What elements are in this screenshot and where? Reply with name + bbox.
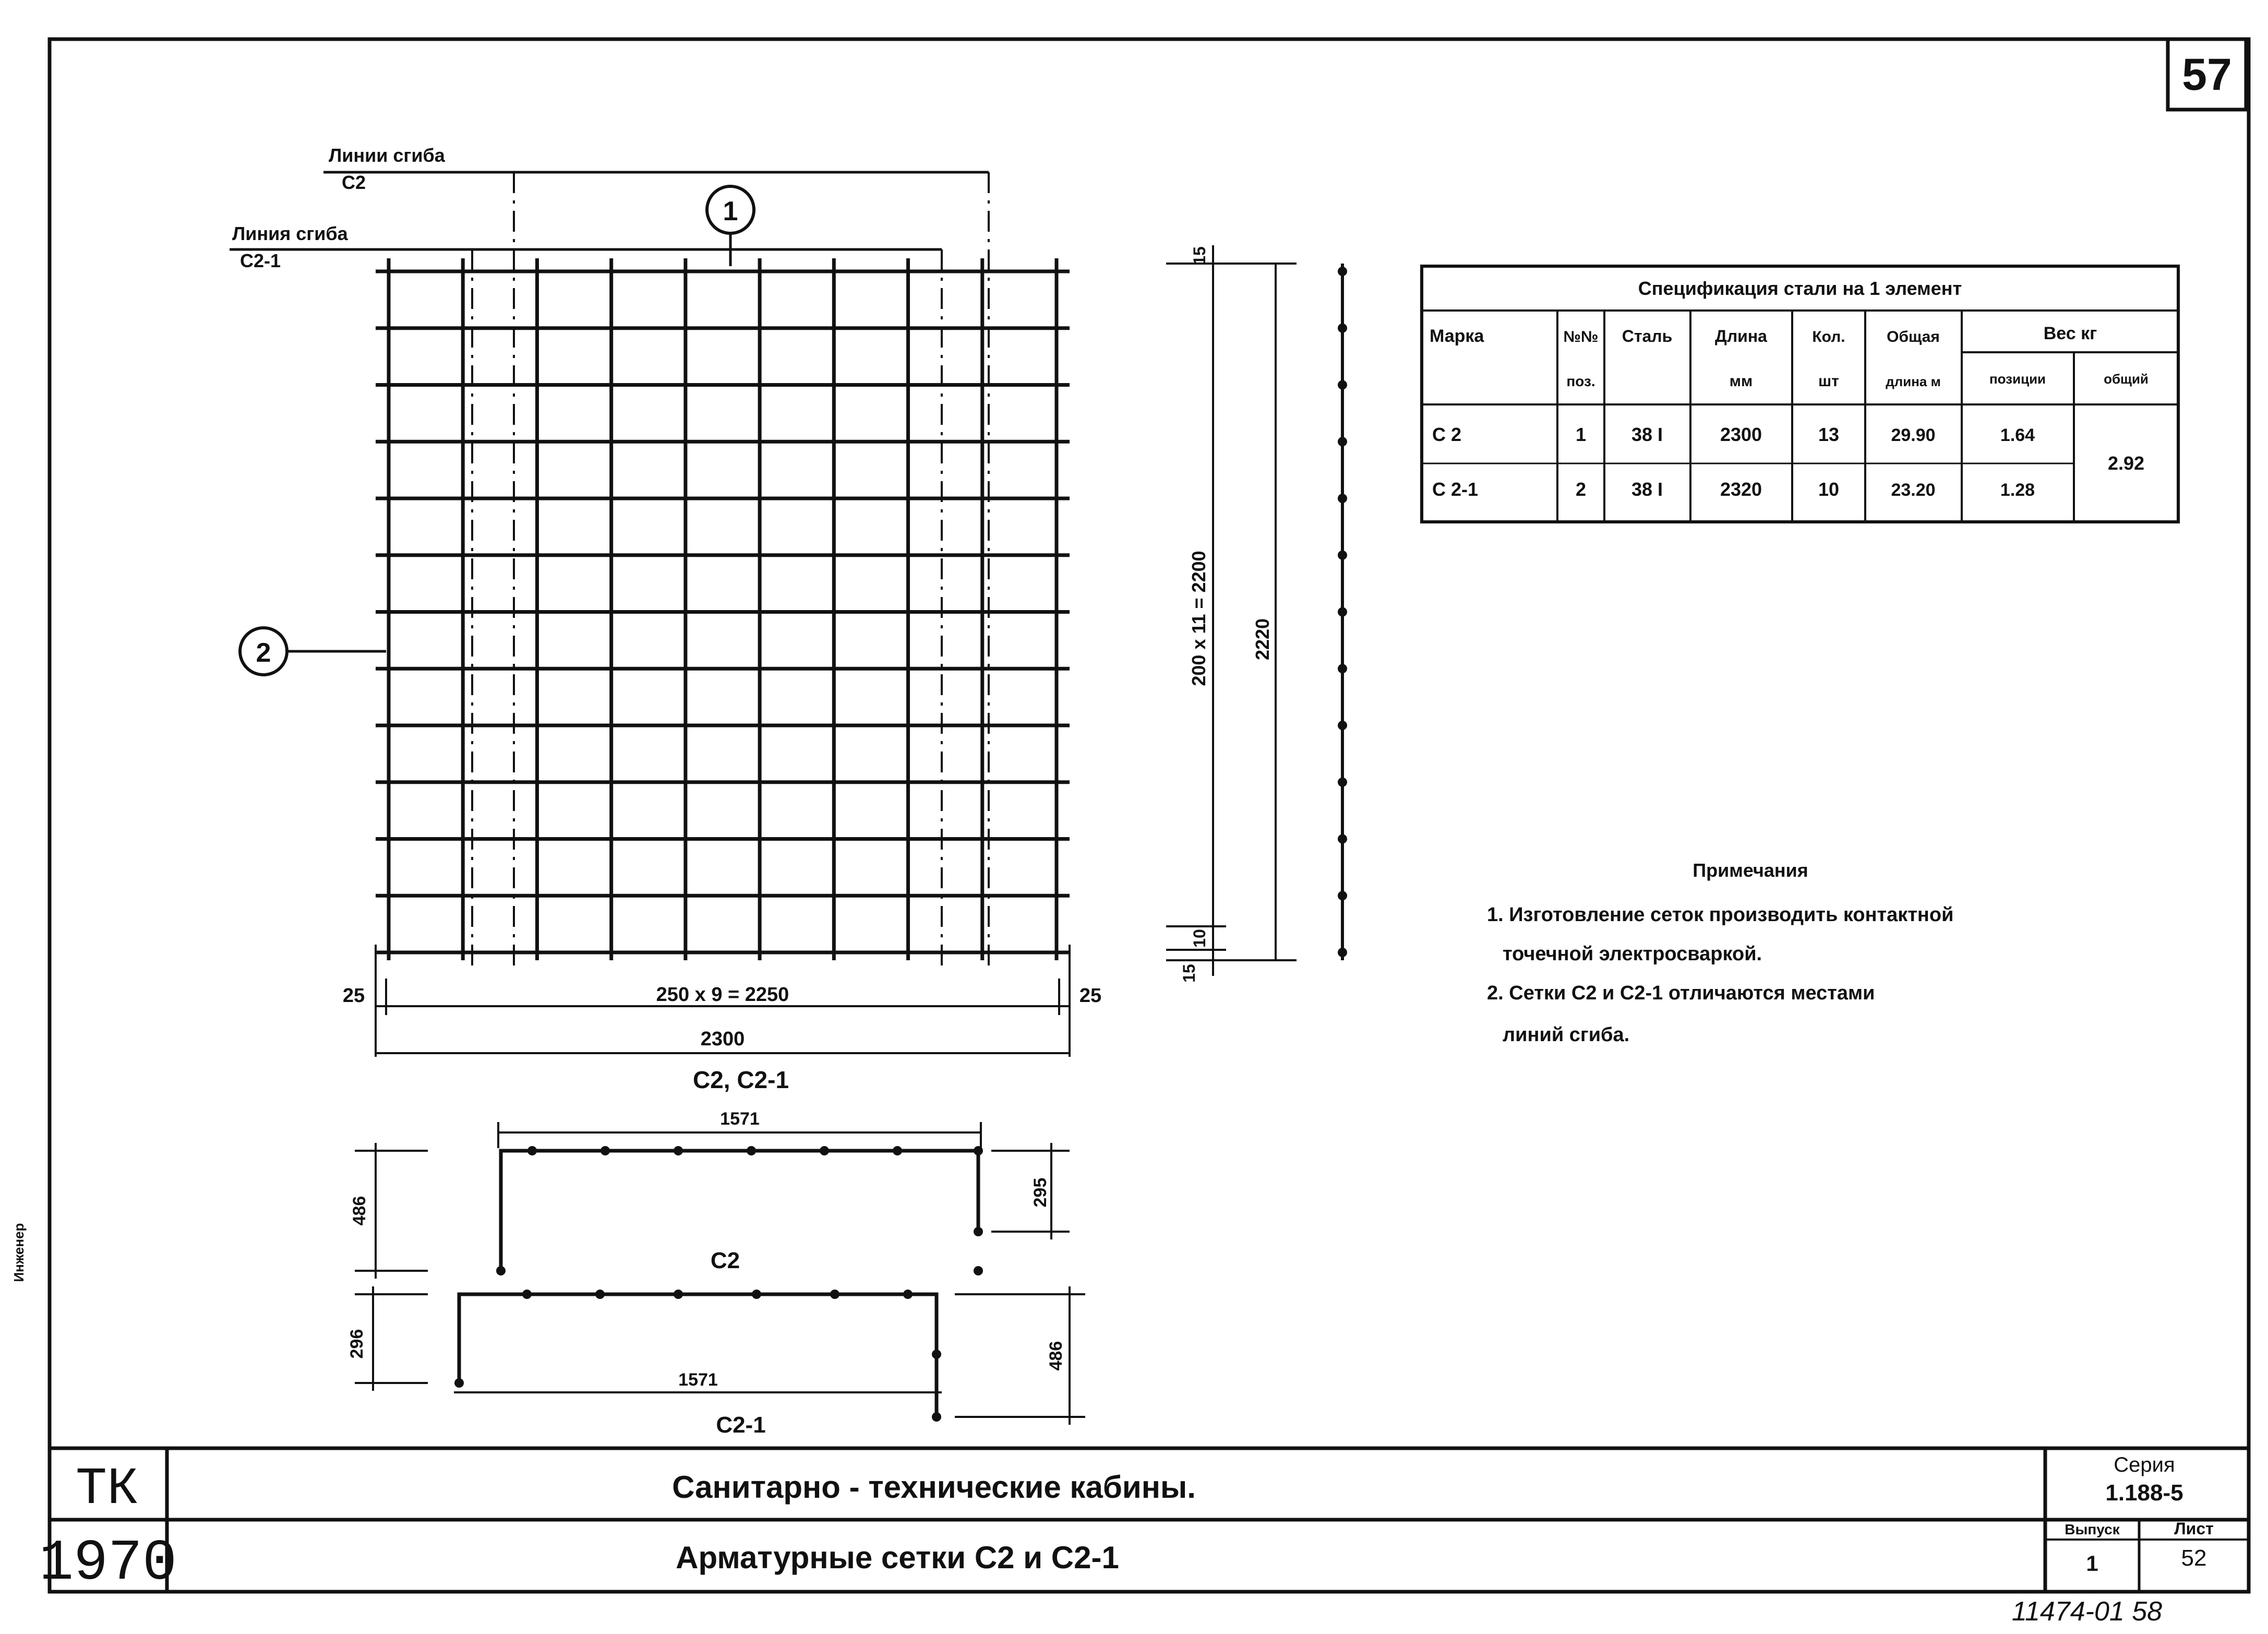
profile-c2-1-middle-dim: 1571 [678,1370,718,1390]
spec-header-weight-pos: позиции [1989,371,2046,387]
side-bar-section [1338,267,1347,276]
profile-c2-label: С2 [710,1248,740,1273]
bar-section [752,1290,761,1299]
spec-row1-qty: 13 [1818,424,1840,445]
note-1a: 1. Изготовление сеток производить контактной [1487,904,1954,926]
profile-c2-left-dim: 486 [350,1196,369,1226]
profile-c2-1-right-dim: 486 [1046,1341,1066,1371]
spec-header-qty2: шт [1818,373,1839,390]
side-bar-section [1338,437,1347,446]
bar-section [932,1412,941,1422]
dim-total-height: 2220 [1252,618,1273,661]
position-marker-1-label: 1 [723,196,738,226]
spec-row1-steel: 38 I [1631,424,1663,445]
bar-section [974,1227,983,1236]
dim-right-25: 25 [1079,985,1102,1007]
profile-c2-top-dim: 1571 [720,1109,760,1129]
notes-title: Примечания [1693,860,1808,881]
bar-section [893,1146,902,1155]
title-block-title2: Арматурные сетки С2 и С2-1 [676,1540,1119,1575]
spec-row2-mark: С 2-1 [1432,479,1479,500]
bend-line-c2-title: Линии сгиба [329,145,445,166]
spec-row2-qty: 10 [1818,479,1840,500]
sheet-number: 57 [2182,50,2232,100]
side-bar-section [1338,721,1347,730]
profile-c2-1-label: С2-1 [716,1412,766,1438]
bar-section [820,1146,829,1155]
side-bar-section [1338,324,1347,333]
profile-c2-right-dim: 295 [1030,1177,1050,1208]
spec-header-pos1: №№ [1563,328,1599,345]
spec-row2-length: 2320 [1720,479,1762,500]
note-2a: 2. Сетки С2 и С2-1 отличаются местами [1487,982,1875,1004]
note-2b: линий сгиба. [1503,1024,1630,1046]
side-bar-section [1338,551,1347,560]
note-1b: точечной электросваркой. [1503,943,1762,965]
bar-section [974,1146,983,1155]
position-marker-2-label: 2 [256,638,271,668]
spec-header-weight-total: общий [2104,371,2149,387]
bend-line-c2-mark: С2 [342,172,366,193]
mesh-caption: С2, С2-1 [692,1066,789,1093]
bar-section [747,1146,756,1155]
bar-section [674,1146,683,1155]
side-bar-section [1338,494,1347,503]
spec-header-mark: Марка [1430,326,1484,346]
spec-table [1422,266,2178,522]
spec-header-length1: Длина [1715,327,1767,345]
bar-section [522,1290,532,1299]
side-bar-section [1338,380,1347,390]
side-stamp: Инженер [11,1223,27,1282]
footer-number: 11474-01 58 [2011,1596,2163,1627]
spec-header-total-len1: Общая [1887,328,1940,345]
spec-header-weight: Вес кг [2043,324,2097,343]
bar-section [496,1266,506,1275]
title-block-sheet-label: Лист [2174,1519,2214,1538]
bar-section [595,1290,605,1299]
spec-row1-pos: 1 [1575,424,1587,445]
title-block-tk: ТК [75,1460,139,1519]
dim-spacing: 250 x 9 = 2250 [656,984,789,1006]
spec-header-steel: Сталь [1622,327,1673,345]
bar-section [527,1146,537,1155]
spec-row2-total-len: 23.20 [1891,480,1936,500]
title-block-issue-value: 1 [2086,1551,2098,1576]
spec-row1-length: 2300 [1720,424,1762,445]
bar-section [454,1378,464,1388]
side-bar-section [1338,834,1347,844]
bend-line-c2-1-title: Линия сгиба [232,223,348,244]
spec-header-pos2: поз. [1566,373,1595,389]
side-bar-section [1338,948,1347,957]
bar-section [932,1350,941,1359]
dim-bottom-small2: 10 [1190,929,1209,948]
dim-vertical-spacing: 200 x 11 = 2200 [1188,551,1209,686]
bend-line-c2-1-mark: С2-1 [240,250,281,271]
spec-table-title: Спецификация стали на 1 элемент [1638,278,1962,299]
bar-section [903,1290,913,1299]
bar-section [601,1146,610,1155]
spec-row1-mark: С 2 [1432,424,1462,445]
title-block-sheet-value: 52 [2181,1545,2207,1571]
spec-row1-weight-pos: 1.64 [2000,425,2035,445]
spec-header-qty1: Кол. [1812,328,1845,345]
spec-row1-total-len: 29.90 [1891,425,1936,445]
title-block-issue-label: Выпуск [2065,1521,2120,1537]
dim-total-width: 2300 [700,1028,745,1050]
side-bar-section [1338,607,1347,617]
spec-row2-pos: 2 [1575,479,1587,500]
profile-c2-1-bars [454,1290,941,1422]
title-block-year: 1970 [39,1531,177,1596]
mesh-plan [376,172,1070,965]
side-bar-section [1338,891,1347,900]
dim-top-small: 15 [1190,246,1209,265]
profile-c2-1-left-dim: 296 [347,1329,367,1359]
spec-header-total-len2: длина м [1886,374,1941,389]
side-bar-section [1338,778,1347,787]
bar-section [674,1290,683,1299]
dim-left-25: 25 [342,985,365,1007]
dim-bottom-small: 15 [1180,964,1198,983]
spec-row2-steel: 38 I [1631,479,1663,500]
title-block-series-label: Серия [2114,1453,2175,1476]
title-block-series-value: 1.188-5 [2105,1480,2183,1506]
title-block-title1: Санитарно - технические кабины. [672,1470,1196,1505]
spec-header-length2: мм [1729,373,1753,390]
profile-c2-1 [355,1286,1085,1425]
side-bar-section [1338,664,1347,673]
spec-row2-weight-pos: 1.28 [2000,480,2035,500]
bar-section [974,1266,983,1275]
bar-section [830,1290,839,1299]
spec-weight-total: 2.92 [2107,452,2145,474]
